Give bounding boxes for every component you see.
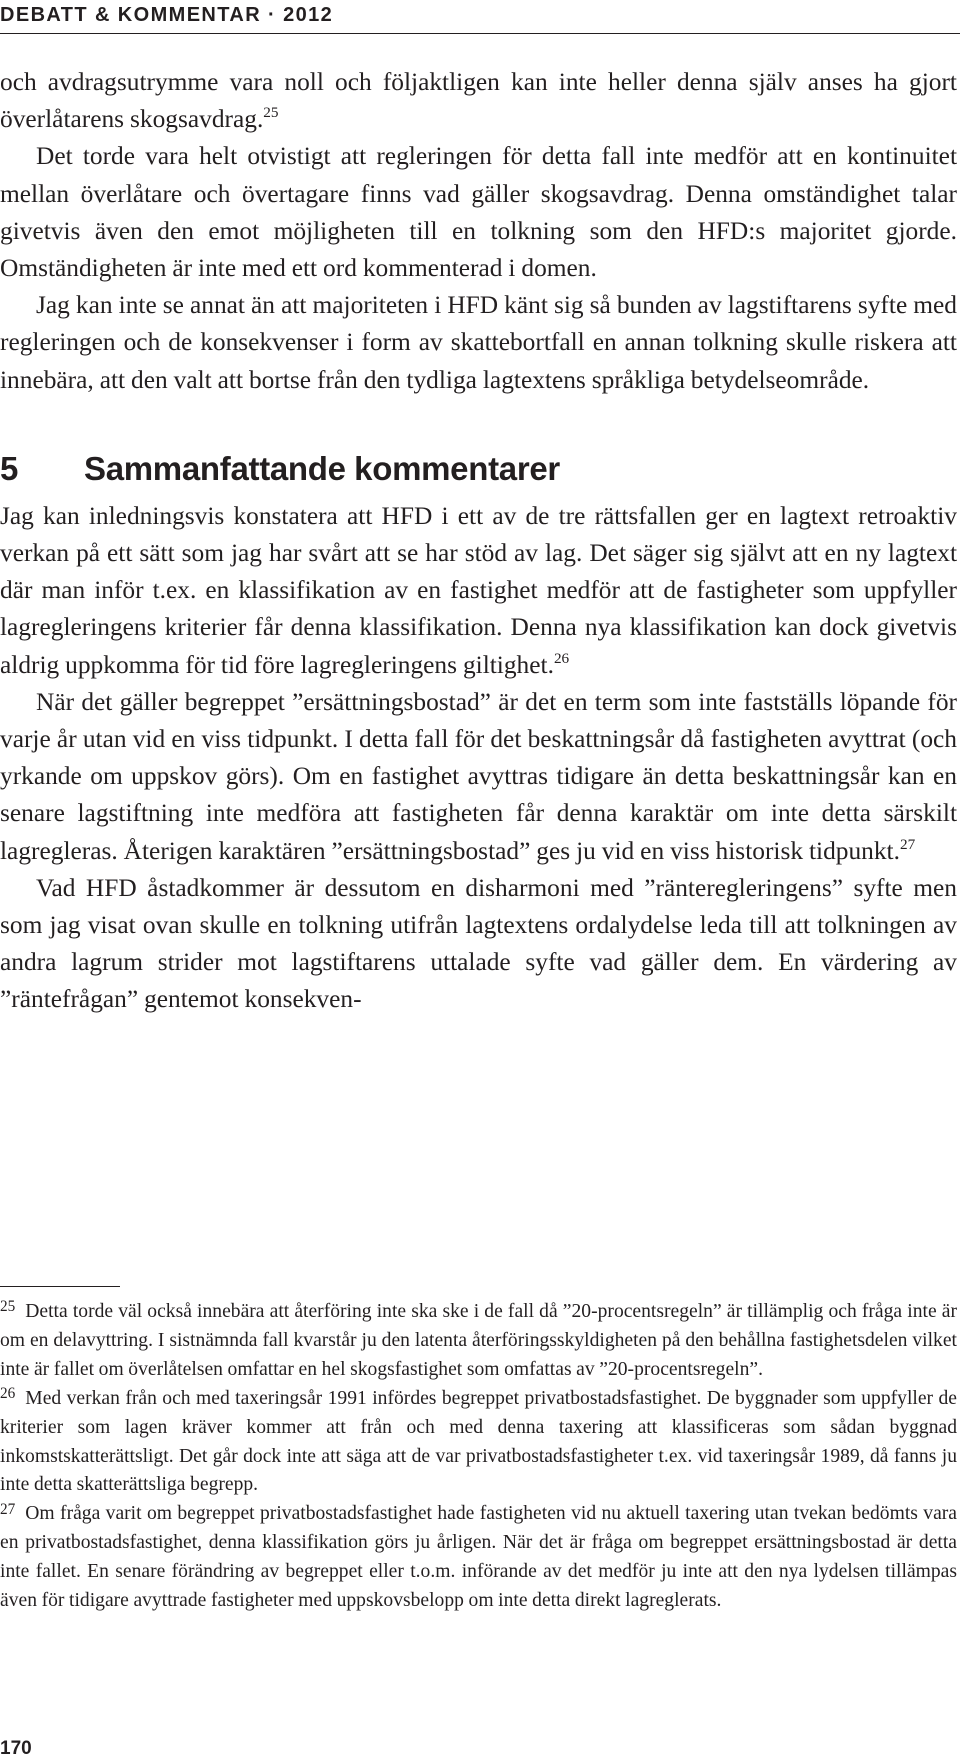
footnote — [0, 1298, 957, 1385]
footnote-number: 27 — [0, 1500, 16, 1518]
footnote — [0, 1500, 957, 1616]
footnote-text: Detta torde väl också innebära att återföring inte ska ske i de fall då ”20-procentsregeln” är tillämplig och fråga inte är om en delavyttring. I sistnämnda fall kvarstår ju den latenta återföringsskyldigheten på den behållna fastighetsdelen vilket inte är fallet om överlåtelsen omfattar en hel skogsfastighet som omfattas av ”20-procentsregeln”. — [0, 1301, 957, 1380]
running-head: DEBATT & KOMMENTAR · 2012 — [0, 4, 334, 26]
footnote-ref[interactable]: 25 — [263, 104, 279, 122]
header-rule — [0, 33, 960, 34]
paragraph — [0, 498, 957, 684]
footnote — [0, 1385, 957, 1501]
footnote-number: 25 — [0, 1298, 16, 1316]
paragraph-text: När det gäller begreppet ”ersättningsbostad” är det en term som inte fastställs löpande för varje år utan vid en viss tidpunkt. I detta fall för det beskattningsår då fastigheten avyttrat (och yrkande om uppskov görs). Om en fastighet avyttras tidigare än detta beskattningsår kan en senare lagstiftning inte medföra att fastigheten får denna karaktär om inte detta särskilt lagregleras. Återigen karaktären ”ersättningsbostad” ges ju vid en viss historisk tidpunkt. — [0, 687, 957, 865]
paragraph: Det torde vara helt otvistigt att regleringen för detta fall inte medför att en kontinuitet mellan överlåtare och övertagare finns vad gäller skogsavdrag. Denna omständighet talar givetvis även den emot möjligheten till en tolkning som den HFD:s majoritet gjorde. Omständigheten är inte med ett ord kommenterad i domen. — [0, 142, 957, 283]
footnote-rule — [0, 1286, 120, 1287]
body-text — [0, 64, 957, 1019]
paragraph — [0, 684, 957, 870]
section-heading — [0, 448, 957, 490]
section-title: Sammanfattande kommentarer — [84, 449, 560, 487]
footnote-number: 26 — [0, 1384, 16, 1402]
paragraph: Vad HFD åstadkommer är dessutom en disharmoni med ”ränteregleringens” syfte men som jag visat ovan skulle en tolkning utifrån lagtextens ordalydelse leda till att tolkningen av andra lagrum strider mot lagstiftarens uttalade syfte vad gäller dem. En värdering av ”räntefrågan” gentemot konsekven- — [0, 873, 957, 1014]
page-number: 170 — [0, 1738, 32, 1759]
paragraph — [0, 64, 957, 138]
footnote-text: Med verkan från och med taxeringsår 1991 infördes begreppet privatbostadsfastighet. De byggnader som uppfyller de kriterier som lagen kräver kommer att från och med denna taxering att klassificeras som sådan byggnad inkomstskatterättsligt. Det går dock inte att säga att de var privatbostadsfastigheter t.ex. vid taxeringsår 1989, då fanns ju inte detta skatterättsliga begrepp. — [0, 1387, 957, 1496]
footnote-ref[interactable]: 26 — [553, 649, 570, 667]
paragraph: Jag kan inte se annat än att majoriteten i HFD känt sig så bunden av lagstiftarens syfte med regleringen och de konsekvenser i form av skattebortfall en annan tolkning skulle riskera att innebära, att den valt att bortse från den tydliga lagtextens språkliga betydelseområde. — [0, 291, 957, 394]
paragraph-text: Jag kan inledningsvis konstatera att HFD i ett av de tre rättsfallen ger en lagtext retroaktiv verkan på ett sätt som jag har svårt att se har stöd av lag. Det säger sig självt att en ny lagtext där man inför t.ex. en klassifikation av en fastighet medför att de fastigheter som uppfyller lagregleringens kriterier får denna klassifikation. Denna nya klassifikation kan dock givetvis aldrig uppkomma för tid före lagregleringens giltighet. — [0, 501, 957, 679]
footnotes — [0, 1298, 957, 1616]
footnote-ref[interactable]: 27 — [899, 835, 916, 853]
paragraph-text: och avdragsutrymme vara noll och följaktligen kan inte heller denna själv anses ha gjort överlåtarens skogsavdrag. — [0, 68, 957, 134]
footnote-text: Om fråga varit om begreppet privatbostadsfastighet hade fastigheten vid nu aktuell taxering utan tvekan bedömts vara en privatbostadsfastighet, denna klassifikation görs ju årligen. När det är fråga om begreppet ersättningsbostad är detta inte fallet. En senare förändring av begreppet eller t.o.m. införande av det medför ju inte att den nya lydelsen tillämpas även för tidigare avyttrade fastigheter med uppskovsbelopp om inte detta direkt lagreglerats. — [0, 1503, 957, 1612]
section-number: 5 — [0, 449, 19, 487]
